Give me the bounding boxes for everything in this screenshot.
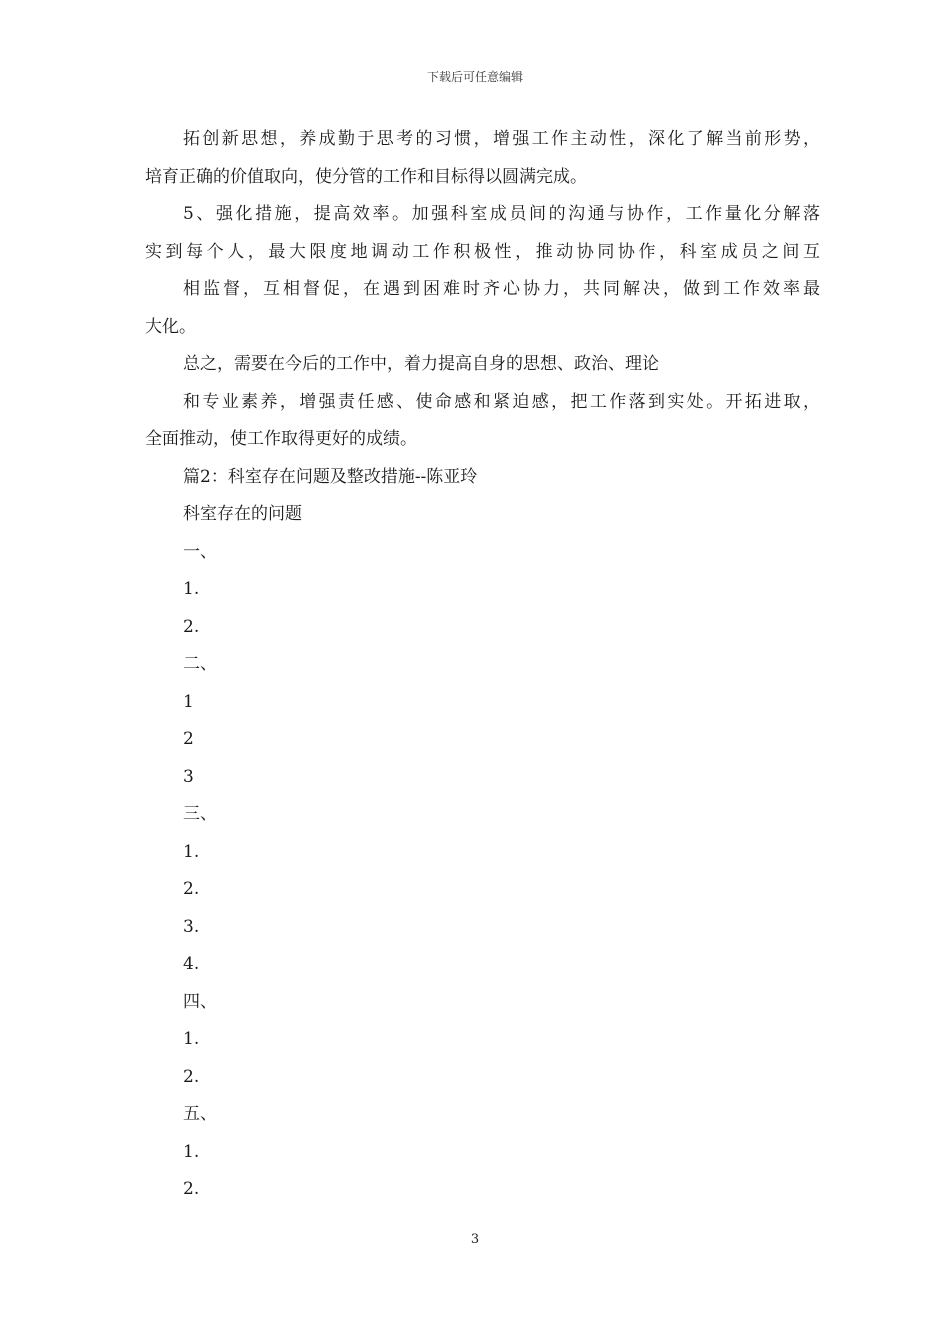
- list-item: 3.: [183, 916, 200, 937]
- list-item: 1.: [183, 1141, 200, 1162]
- paragraph-line: 和专业素养，增强责任感、使命感和紧迫感，把工作落到实处。开拓进取，: [183, 391, 820, 412]
- list-item: 2.: [183, 616, 200, 637]
- list-heading: 四、: [183, 991, 217, 1012]
- subsection-heading: 科室存在的问题: [183, 504, 302, 524]
- list-item: 2.: [183, 1179, 200, 1199]
- paragraph-line: 实到每个人，最大限度地调动工作积极性，推动协同协作，科室成员之间互: [145, 241, 820, 262]
- paragraph-line: 培育正确的价值取向，使分管的工作和目标得以圆满完成。: [145, 166, 587, 187]
- list-heading: 一、: [183, 541, 217, 562]
- list-heading: 三、: [183, 804, 217, 824]
- list-item: 1.: [183, 579, 200, 599]
- section-heading: 篇2：科室存在问题及整改措施--陈亚玲: [183, 466, 478, 487]
- list-item: 2: [183, 729, 194, 749]
- list-heading: 二、: [183, 654, 217, 674]
- paragraph-line: 总之，需要在今后的工作中，着力提高自身的思想、政治、理论: [183, 354, 659, 374]
- paragraph-line: 相监督，互相督促，在遇到困难时齐心协力，共同解决，做到工作效率最: [183, 279, 820, 299]
- document-body: [145, 121, 820, 1209]
- list-item: 4.: [183, 954, 200, 974]
- list-item: 1.: [183, 841, 200, 862]
- list-item: 2.: [183, 879, 200, 899]
- list-item: 2.: [183, 1066, 200, 1087]
- paragraph-line: 5、强化措施，提高效率。加强科室成员间的沟通与协作，工作量化分解落: [183, 204, 820, 224]
- list-heading: 五、: [183, 1104, 217, 1124]
- list-item: 3: [183, 766, 194, 787]
- paragraph-line: 拓创新思想，养成勤于思考的习惯，增强工作主动性，深化了解当前形势，: [183, 129, 820, 149]
- page-number: 3: [470, 1232, 480, 1247]
- list-item: 1.: [183, 1029, 200, 1049]
- page-header: 下载后可任意编辑: [426, 70, 523, 84]
- list-item: 1: [183, 691, 194, 712]
- paragraph-line: 全面推动，使工作取得更好的成绩。: [145, 429, 417, 449]
- paragraph-line: 大化。: [145, 316, 196, 337]
